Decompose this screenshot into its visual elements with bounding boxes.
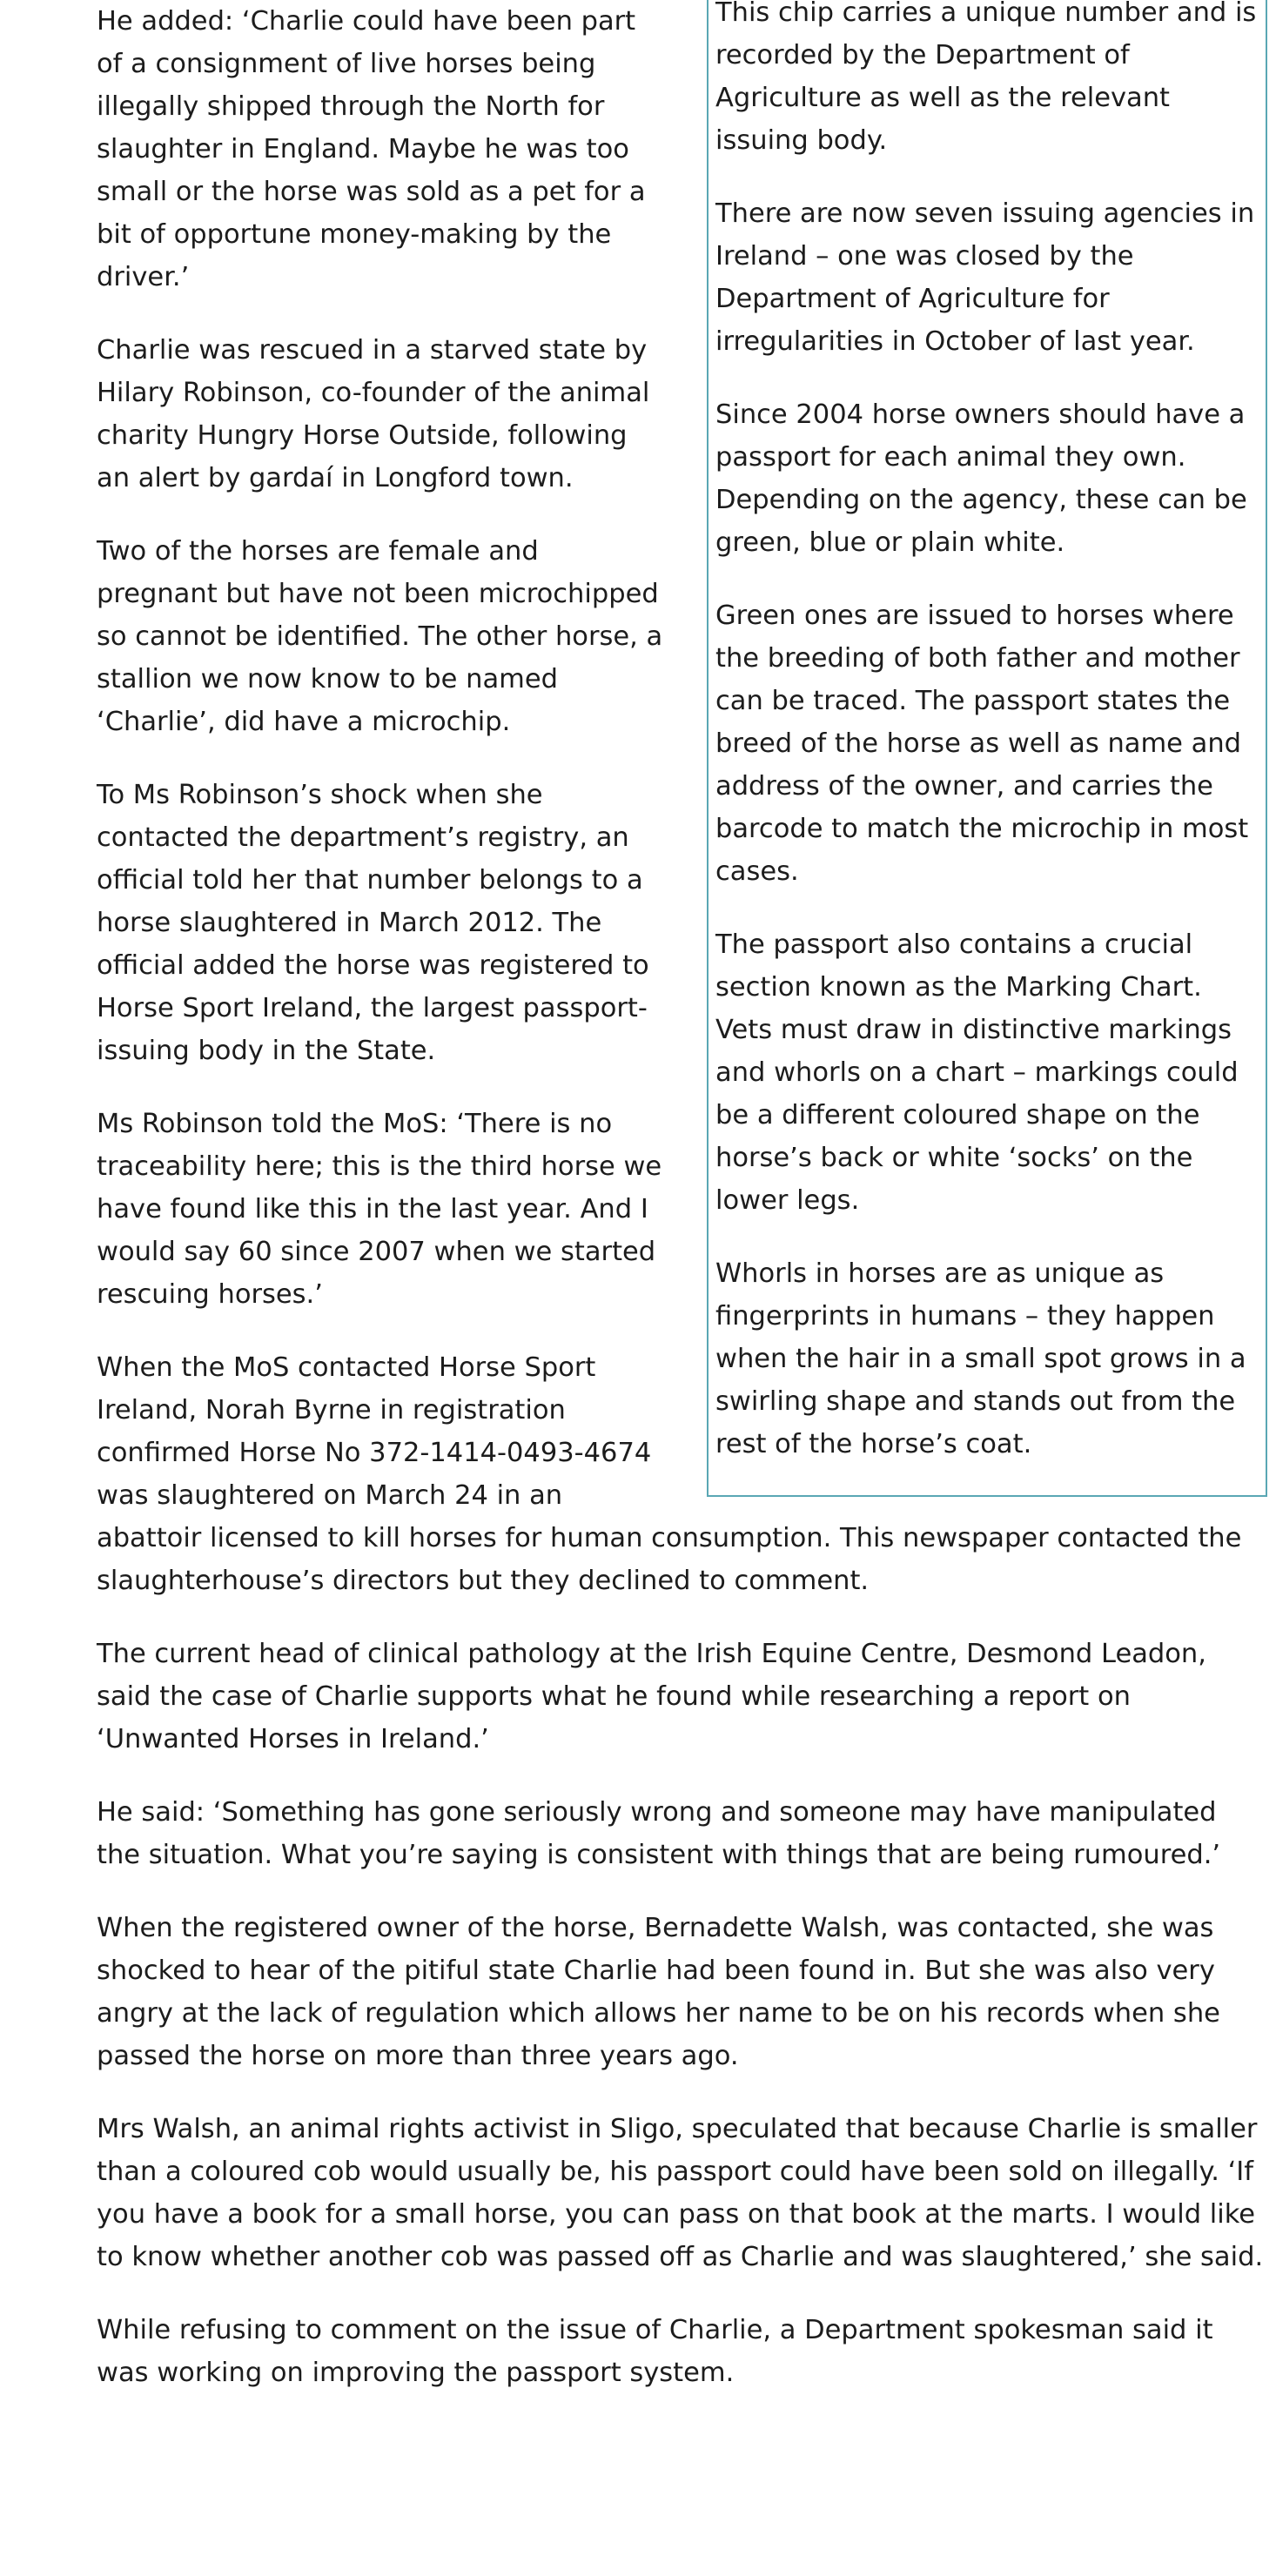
article-paragraph: When the registered owner of the horse, Bernadette Walsh, was contacted, she was shocked to hear of the pitiful state Charlie had been found in. But she was also very angry at the lack of regulation which allows her name to be on his records when she passed the horse on more than three years ago.	[97, 1913, 1220, 2071]
article-paragraph: Mrs Walsh, an animal rights activist in Sligo, speculated that because Charlie is smaller than a coloured cob would usually be, his passport could have been sold on illegally. ‘If you have a book for a small horse, you can pass on that book at the marts. I would like to know whether another cob was passed off as Charlie and was slaughtered,’ she said.	[97, 2114, 1264, 2272]
article-paragraph: He added: ‘Charlie could have been part of a consignment of live horses being illegally shipped through the North for slaughter in England. Maybe he was too small or the horse was sold as a pet for a bit of opportune money-making by the driver.’	[97, 6, 646, 292]
article-paragraph: While refusing to comment on the issue of Charlie, a Department spokesman said it was working on improving the passport system.	[97, 2315, 1213, 2388]
article-paragraph: Ms Robinson told the MoS: ‘There is no traceability here; this is the third horse we have found like this in the last year. And I would say 60 since 2007 when we started rescuing horses.’	[97, 1109, 662, 1310]
sidebar-paragraph: This chip carries a unique number and is recorded by the Department of Agriculture as well as the relevant issuing body.	[715, 0, 1257, 156]
sidebar-paragraph: The passport also contains a crucial section known as the Marking Chart. Vets must draw in distinctive markings and whorls on a chart – markings could be a different coloured shape on the horse’s back or white ‘socks’ on the lower legs.	[715, 929, 1239, 1216]
sidebar-paragraph: Green ones are issued to horses where the breeding of both father and mother can be traced. The passport states the breed of the horse as well as name and address of the owner, and carries the barcode to match the microchip in most cases.	[715, 600, 1249, 887]
sidebar-box	[707, 0, 1267, 1497]
article-body	[97, 0, 1267, 2425]
article-paragraph: When the MoS contacted Horse Sport Ireland, Norah Byrne in registration confirmed Horse No 372-1414-0493-4674 was slaughtered on March 24 in an abattoir licensed to kill horses for human consumption. This newspaper contacted the slaughterhouse’s directors but they declined to comment.	[97, 1352, 1242, 1596]
article-paragraph: He said: ‘Something has gone seriously wrong and someone may have manipulated the situation. What you’re saying is consistent with things that are being rumoured.’	[97, 1797, 1221, 1870]
sidebar-paragraph: Since 2004 horse owners should have a passport for each animal they own. Depending on the agency, these can be green, blue or plain white.	[715, 399, 1247, 558]
article-paragraph: To Ms Robinson’s shock when she contacted the department’s registry, an official told her that number belongs to a horse slaughtered in March 2012. The official added the horse was registered to Horse Sport Ireland, the largest passport-issuing body in the State.	[97, 780, 649, 1066]
article-paragraph: The current head of clinical pathology at the Irish Equine Centre, Desmond Leadon, said the case of Charlie supports what he found while researching a report on ‘Unwanted Horses in Ireland.’	[97, 1639, 1206, 1754]
sidebar-paragraph: There are now seven issuing agencies in Ireland – one was closed by the Department of Agriculture for irregularities in October of last year.	[715, 198, 1255, 357]
article-paragraph: Charlie was rescued in a starved state by Hilary Robinson, co-founder of the animal charity Hungry Horse Outside, following an alert by gardaí in Longford town.	[97, 335, 650, 493]
article-paragraph: Two of the horses are female and pregnant but have not been microchipped so cannot be identified. The other horse, a stallion we now know to be named ‘Charlie’, did have a microchip.	[97, 536, 663, 737]
sidebar-paragraph: Whorls in horses are as unique as fingerprints in humans – they happen when the hair in a small spot grows in a swirling shape and stands out from the rest of the horse’s coat.	[715, 1258, 1246, 1459]
